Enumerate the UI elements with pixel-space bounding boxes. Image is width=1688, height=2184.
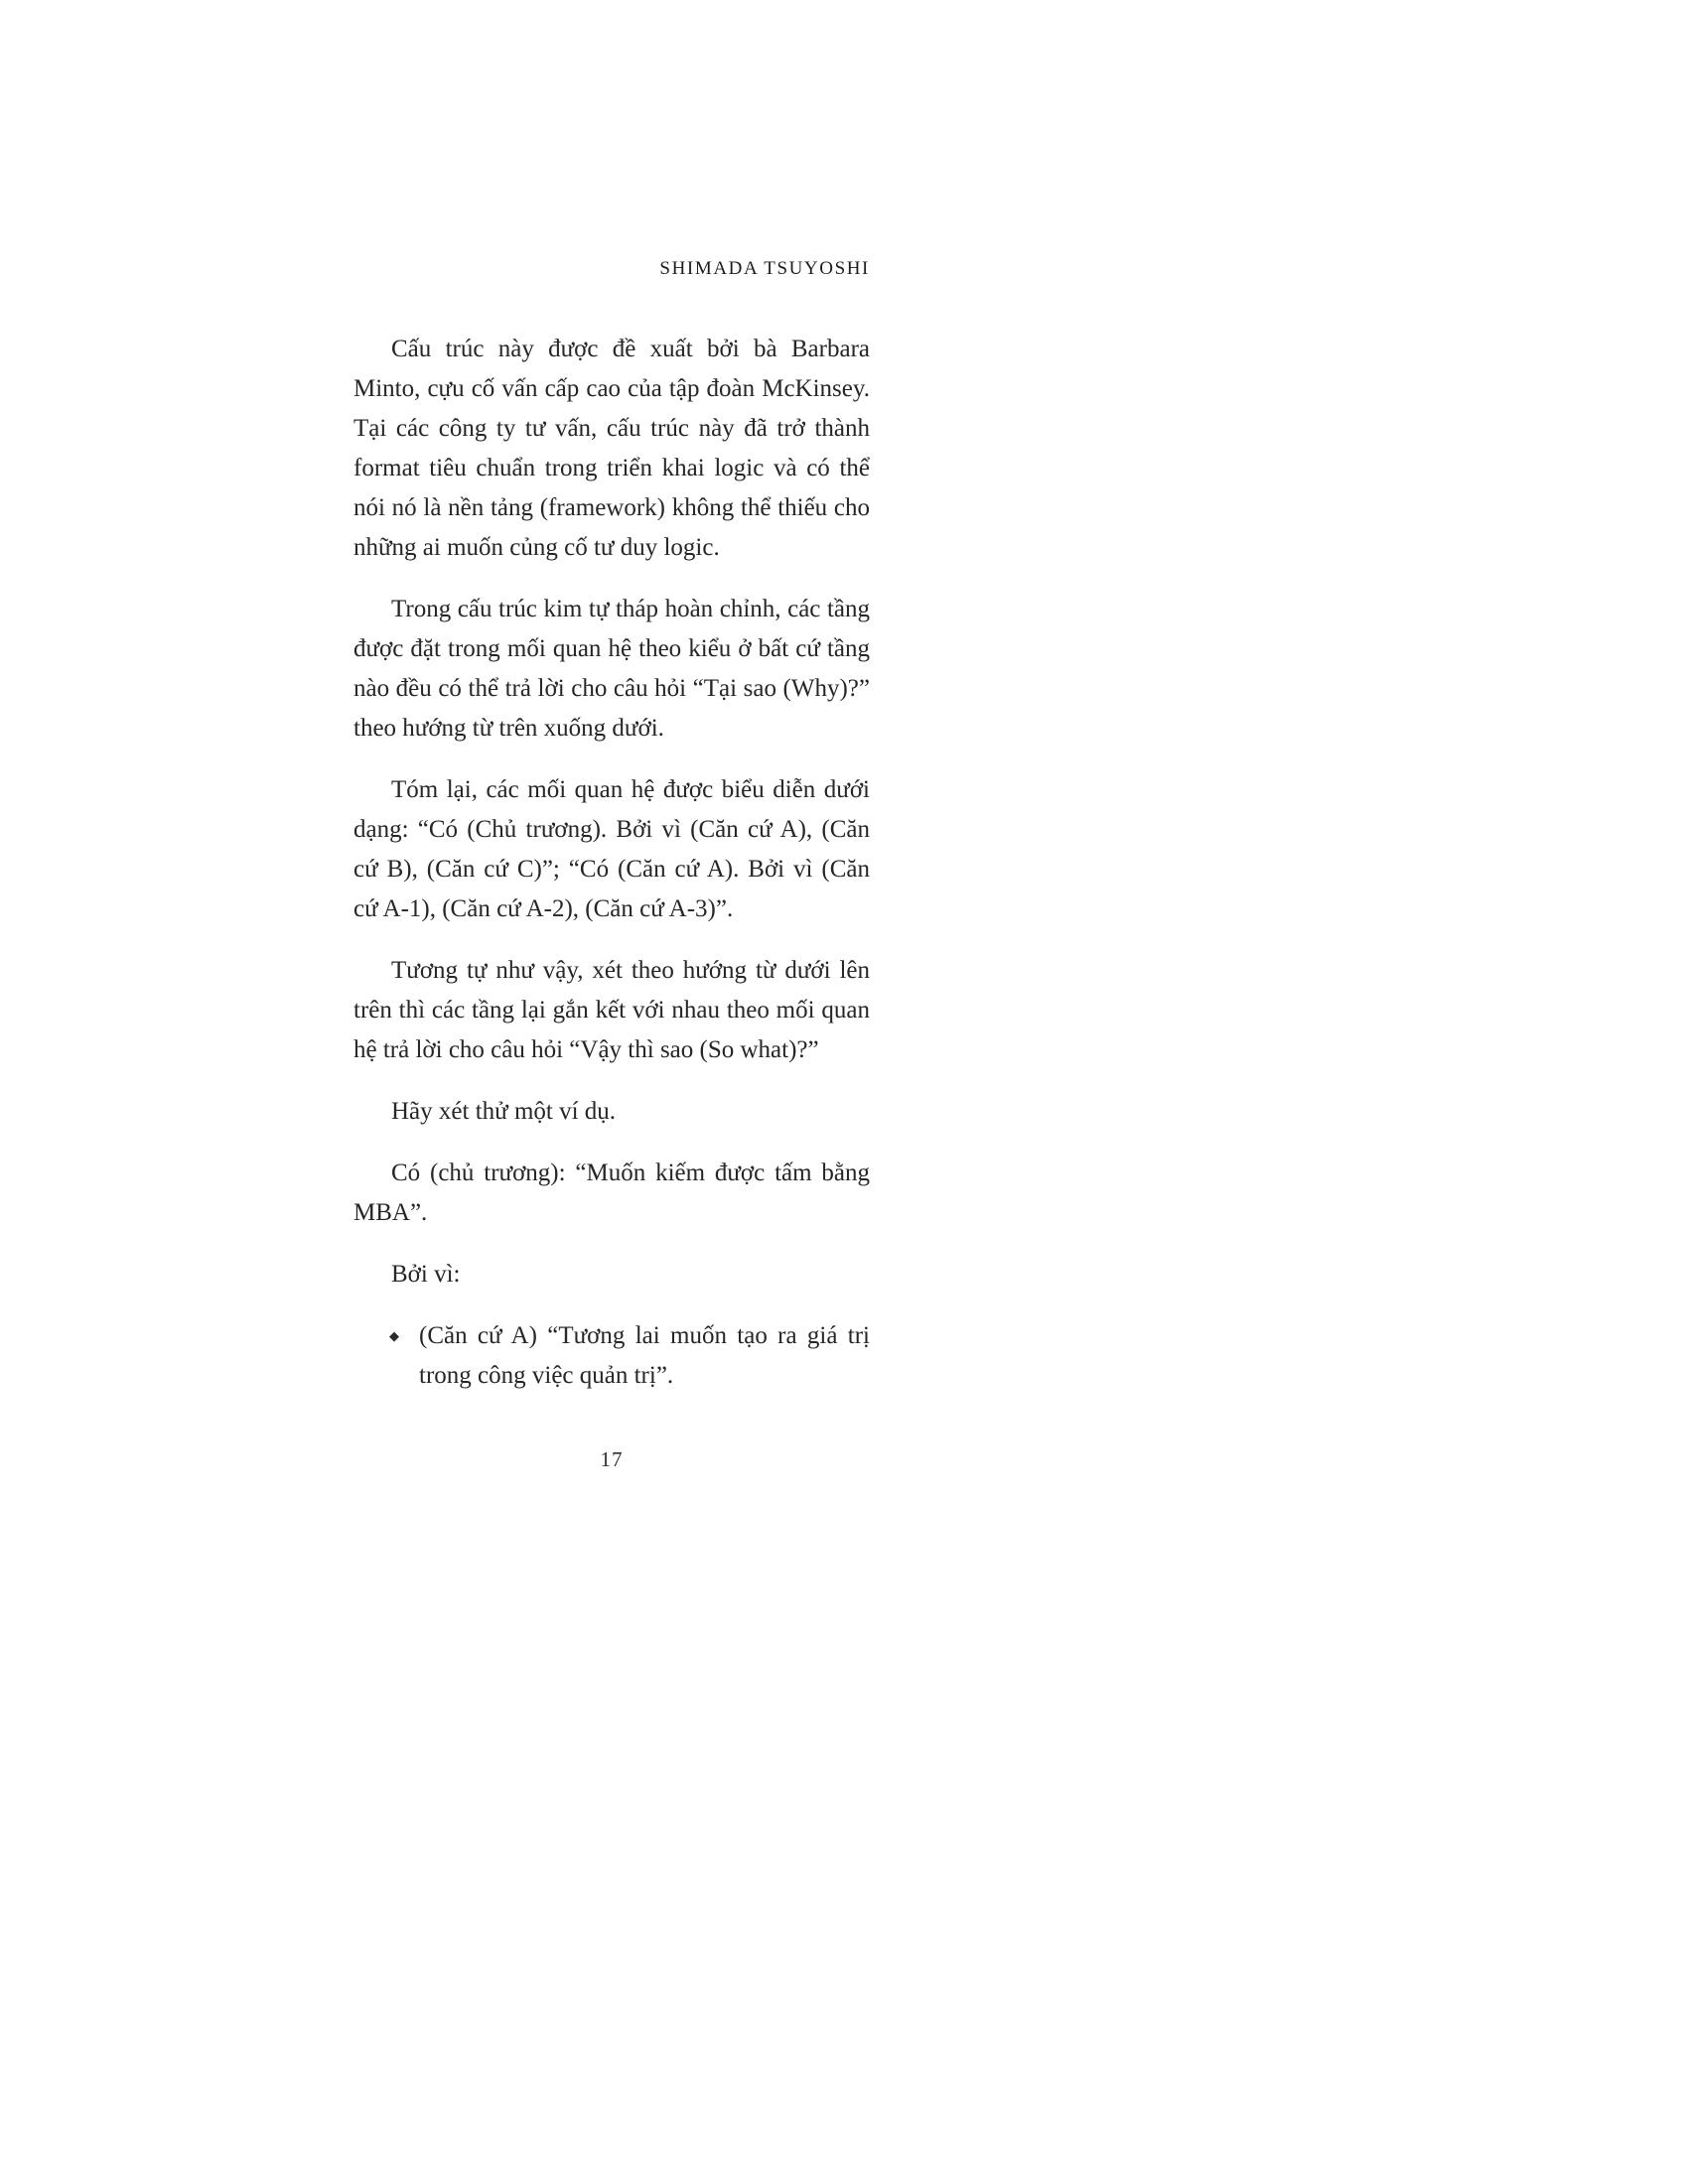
page-number: 17	[600, 1447, 624, 1471]
paragraph-example-intro: Hãy xét thử một ví dụ.	[391, 1098, 617, 1125]
running-header: SHIMADA TSUYOSHI	[659, 258, 870, 279]
bullet-text: (Căn cứ A) “Tương lai muốn tạo ra giá trị trong công việc quản trị”.	[419, 1322, 870, 1389]
diamond-bullet-icon: ◆	[389, 1328, 399, 1343]
paragraph-intro-minto: Cấu trúc này được đề xuất bởi bà Barbara Minto, cựu cố vấn cấp cao của tập đoàn McKinsey. Tại các công ty tư vấn, cấu trúc này đã trở thành format tiêu chuẩn trong triển khai logic và có thể nói nó là nền tảng (framework) không thể thiếu cho những ai muốn củng cố tư duy logic.	[353, 336, 870, 561]
paragraph-mba-claim: Có (chủ trương): “Muốn kiếm được tấm bằng MBA”.	[353, 1160, 870, 1226]
bullet-item	[389, 1316, 870, 1396]
paragraph-because: Bởi vì:	[391, 1261, 461, 1288]
paragraph-pyramid-structure: Trong cấu trúc kim tự tháp hoàn chỉnh, các tầng được đặt trong mối quan hệ theo kiểu ở bất cứ tầng nào đều có thể trả lời cho câu hỏi “Tại sao (Why)?” theo hướng từ trên xuống dưới.	[353, 596, 870, 742]
paragraph-so-what: Tương tự như vậy, xét theo hướng từ dưới lên trên thì các tầng lại gắn kết với nhau theo mối quan hệ trả lời cho câu hỏi “Vậy thì sao (So what)?”	[353, 957, 870, 1063]
paragraph-relations-summary: Tóm lại, các mối quan hệ được biểu diễn dưới dạng: “Có (Chủ trương). Bởi vì (Căn cứ A), (Căn cứ B), (Căn cứ C)”; “Có (Căn cứ A). Bởi vì (Căn cứ A-1), (Căn cứ A-2), (Căn cứ A-3)”.	[353, 776, 870, 922]
text-column	[353, 258, 870, 1472]
